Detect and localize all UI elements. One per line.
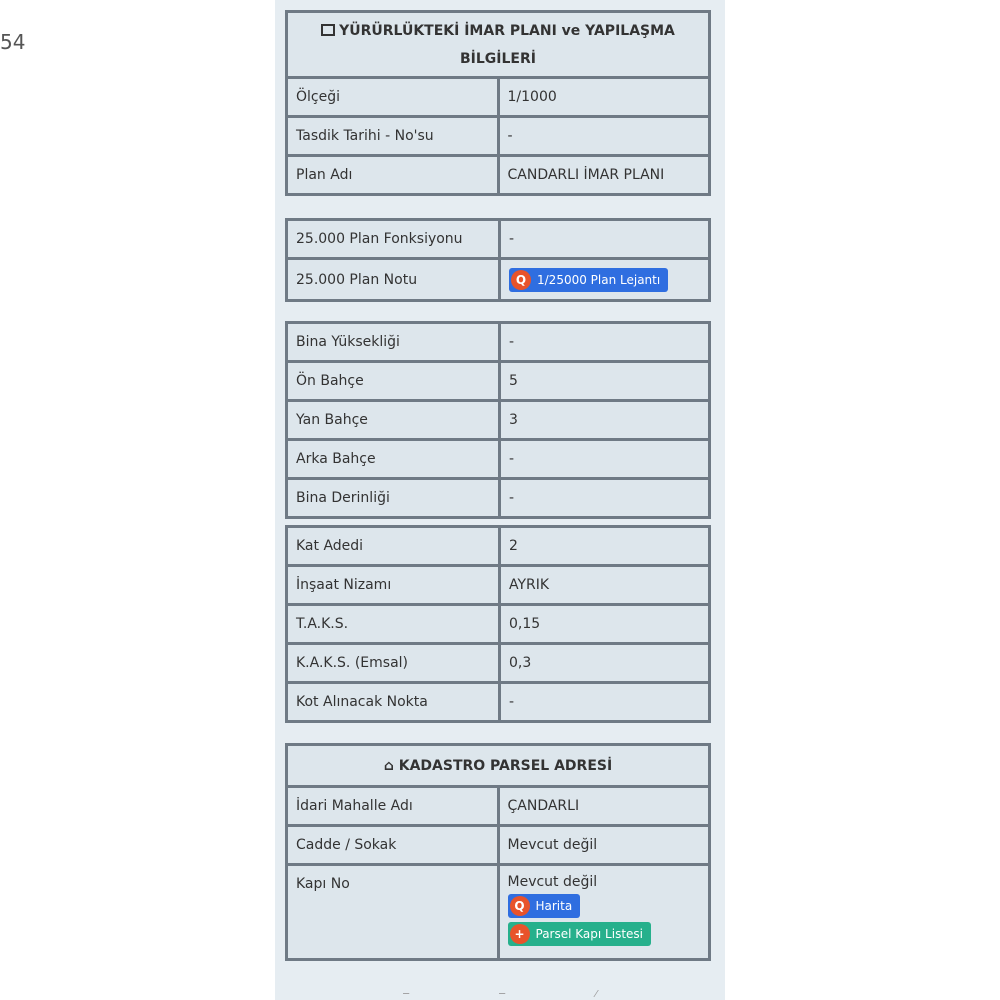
building-height-label: Bina Yüksekliği bbox=[287, 323, 500, 362]
approval-date-value: - bbox=[498, 117, 710, 156]
floors-table bbox=[285, 525, 711, 723]
plan-legend-label: 1/25000 Plan Lejantı bbox=[537, 272, 661, 287]
zoning-title: YÜRÜRLÜKTEKİ İMAR PLANI ve YAPILAŞMA BİLGİLERİ bbox=[339, 22, 675, 67]
kaks-value: 0,3 bbox=[500, 644, 710, 683]
door-no-label: Kapı No bbox=[287, 865, 499, 960]
bottom-mark-3: ⁄ bbox=[595, 989, 597, 1000]
info-panel bbox=[275, 0, 725, 1000]
door-no-value: Mevcut değil bbox=[507, 874, 598, 890]
street-label: Cadde / Sokak bbox=[287, 826, 499, 865]
address-table bbox=[285, 743, 711, 961]
side-garden-label: Yan Bahçe bbox=[287, 401, 500, 440]
construction-order-value: AYRIK bbox=[500, 566, 710, 605]
bottom-mark-1: ─ bbox=[403, 989, 410, 1000]
approval-date-label: Tasdik Tarihi - No'su bbox=[287, 117, 499, 156]
bottom-strip bbox=[275, 970, 725, 1000]
zoning-header bbox=[287, 12, 710, 78]
building-depth-label: Bina Derinliği bbox=[287, 479, 500, 518]
scale-label: Ölçeği bbox=[287, 78, 499, 117]
front-garden-label: Ön Bahçe bbox=[287, 362, 500, 401]
elevation-point-label: Kot Alınacak Nokta bbox=[287, 683, 500, 722]
front-garden-value: 5 bbox=[500, 362, 710, 401]
search-icon: Q bbox=[511, 270, 531, 290]
map-button-label: Harita bbox=[535, 899, 573, 913]
search-icon: Q bbox=[510, 896, 530, 916]
door-list-button[interactable] bbox=[508, 922, 652, 946]
plan-legend-button[interactable] bbox=[509, 268, 668, 292]
plan-function-label: 25.000 Plan Fonksiyonu bbox=[287, 220, 500, 259]
street-value: Mevcut değil bbox=[498, 826, 710, 865]
taks-value: 0,15 bbox=[500, 605, 710, 644]
back-garden-label: Arka Bahçe bbox=[287, 440, 500, 479]
book-icon bbox=[321, 24, 335, 36]
building-table bbox=[285, 321, 711, 519]
kaks-label: K.A.K.S. (Emsal) bbox=[287, 644, 500, 683]
floor-count-label: Kat Adedi bbox=[287, 527, 500, 566]
district-value: ÇANDARLI bbox=[498, 787, 710, 826]
building-height-value: - bbox=[500, 323, 710, 362]
plan-note-label: 25.000 Plan Notu bbox=[287, 259, 500, 301]
scale-value: 1/1000 bbox=[498, 78, 710, 117]
plan25000-table bbox=[285, 218, 711, 302]
plus-icon: + bbox=[510, 924, 530, 944]
plan-name-value: CANDARLI İMAR PLANI bbox=[498, 156, 710, 195]
zoning-table bbox=[285, 10, 711, 196]
address-title: KADASTRO PARSEL ADRESİ bbox=[398, 757, 613, 774]
back-garden-value: - bbox=[500, 440, 710, 479]
construction-order-label: İnşaat Nizamı bbox=[287, 566, 500, 605]
corner-number: 54 bbox=[0, 30, 26, 54]
plan-function-value: - bbox=[500, 220, 710, 259]
map-button[interactable] bbox=[508, 894, 581, 918]
district-label: İdari Mahalle Adı bbox=[287, 787, 499, 826]
taks-label: T.A.K.S. bbox=[287, 605, 500, 644]
home-icon: ⌂ bbox=[383, 757, 394, 774]
side-garden-value: 3 bbox=[500, 401, 710, 440]
bottom-mark-2: ─ bbox=[499, 989, 506, 1000]
building-depth-value: - bbox=[500, 479, 710, 518]
plan-name-label: Plan Adı bbox=[287, 156, 499, 195]
elevation-point-value: - bbox=[500, 683, 710, 722]
plan-note-cell bbox=[500, 259, 710, 301]
address-header bbox=[287, 745, 710, 787]
door-list-button-label: Parsel Kapı Listesi bbox=[535, 927, 643, 941]
door-no-cell bbox=[498, 865, 710, 960]
floor-count-value: 2 bbox=[500, 527, 710, 566]
